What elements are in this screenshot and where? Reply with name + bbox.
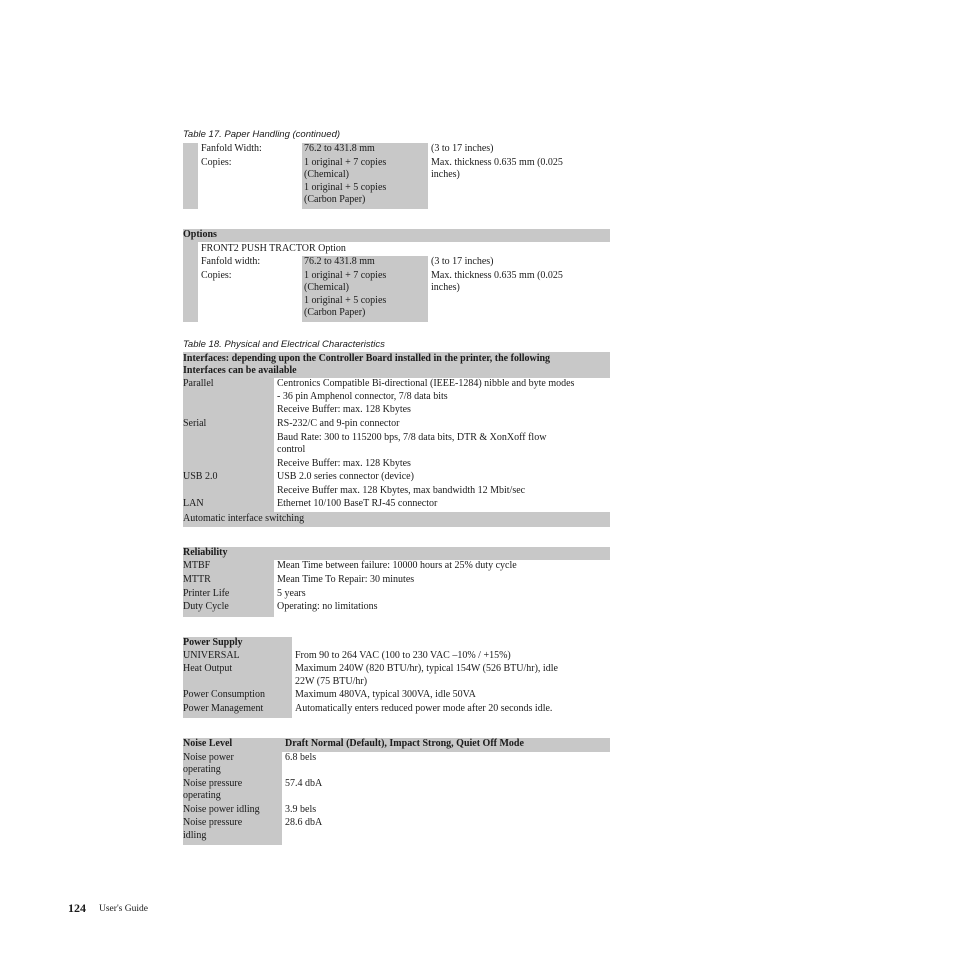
parallel-label: Parallel: [183, 378, 214, 389]
noise-pressure-operating-value: 57.4 dbA: [285, 778, 323, 789]
options-copies-value: (Carbon Paper): [304, 307, 366, 318]
reliability-header: Reliability: [183, 547, 228, 558]
heat-output-value: Maximum 240W (820 BTU/hr), typical 154W (526 BTU/hr), idle: [295, 663, 558, 674]
table17-indent-bar: [183, 143, 198, 209]
universal-label: UNIVERSAL: [183, 650, 240, 661]
table17-copies-value: 1 original + 7 copies: [304, 157, 387, 168]
mtbf-label: MTBF: [183, 560, 211, 571]
noise-power-operating-label: operating: [183, 764, 221, 775]
options-copies-note: Max. thickness 0.635 mm (0.025: [431, 270, 563, 281]
parallel-value: - 36 pin Amphenol connector, 7/8 data bits: [277, 391, 448, 402]
power-header: Power Supply: [183, 637, 243, 648]
table18-label-column: [183, 378, 274, 512]
table17-copies-value: 1 original + 5 copies: [304, 182, 387, 193]
serial-label: Serial: [183, 418, 207, 429]
table18-header: Interfaces can be available: [183, 365, 297, 376]
table17-copies-value: (Carbon Paper): [304, 194, 366, 205]
options-copies-value: (Chemical): [304, 282, 349, 293]
noise-power-operating-label: Noise power: [183, 752, 234, 763]
guide-title: User's Guide: [99, 904, 148, 914]
noise-pressure-idling-label: Noise pressure: [183, 817, 243, 828]
usb-buffer: Receive Buffer max. 128 Kbytes, max bandwidth 12 Mbit/sec: [277, 485, 526, 496]
noise-pressure-operating-label: operating: [183, 790, 221, 801]
parallel-value: Centronics Compatible Bi-directional (IEEE-1284) nibble and byte modes: [277, 378, 575, 389]
noise-header-label: Noise Level: [183, 738, 233, 749]
mttr-label: MTTR: [183, 574, 211, 585]
table17-caption: Table 17. Paper Handling (continued): [183, 129, 341, 140]
options-copies-value: 1 original + 5 copies: [304, 295, 387, 306]
power-consumption-label: Power Consumption: [183, 689, 265, 700]
table17-copies-note: Max. thickness 0.635 mm (0.025: [431, 157, 563, 168]
printer-life-value: 5 years: [277, 588, 306, 599]
table17-fanfold-value: 76.2 to 431.8 mm: [304, 143, 375, 154]
power-management-value: Automatically enters reduced power mode after 20 seconds idle.: [295, 703, 553, 714]
options-fanfold-value: 76.2 to 431.8 mm: [304, 256, 375, 267]
serial-baud: Baud Rate: 300 to 115200 bps, 7/8 data bits, DTR & XonXoff flow: [277, 432, 547, 443]
serial-baud: control: [277, 444, 306, 455]
serial-buffer: Receive Buffer: max. 128 Kbytes: [277, 458, 411, 469]
options-fanfold-note: (3 to 17 inches): [431, 256, 494, 267]
mttr-value: Mean Time To Repair: 30 minutes: [277, 574, 415, 585]
duty-cycle-value: Operating: no limitations: [277, 601, 378, 612]
heat-output-value: 22W (75 BTU/hr): [295, 676, 368, 687]
options-copies-note: inches): [431, 282, 460, 293]
noise-power-operating-value: 6.8 bels: [285, 752, 317, 763]
heat-output-label: Heat Output: [183, 663, 233, 674]
serial-connector: RS-232/C and 9-pin connector: [277, 418, 400, 429]
options-option-name: FRONT2 PUSH TRACTOR Option: [201, 243, 346, 254]
options-indent-bar: [183, 242, 198, 322]
table17-copies-note: inches): [431, 169, 460, 180]
noise-pressure-idling-value: 28.6 dbA: [285, 817, 323, 828]
options-copies-label: Copies:: [201, 270, 232, 281]
power-management-label: Power Management: [183, 703, 264, 714]
lan-connector: Ethernet 10/100 BaseT RJ-45 connector: [277, 498, 438, 509]
page-number: 124: [68, 901, 86, 915]
lan-label: LAN: [183, 498, 204, 509]
mtbf-value: Mean Time between failure: 10000 hours at 25% duty cycle: [277, 560, 517, 571]
usb-connector: USB 2.0 series connector (device): [277, 471, 414, 482]
noise-power-idling-label: Noise power idling: [183, 804, 260, 815]
noise-pressure-idling-label: idling: [183, 830, 207, 841]
options-copies-value: 1 original + 7 copies: [304, 270, 387, 281]
usb-label: USB 2.0: [183, 471, 218, 482]
noise-pressure-operating-label: Noise pressure: [183, 778, 243, 789]
noise-header-value: Draft Normal (Default), Impact Strong, Quiet Off Mode: [285, 738, 524, 749]
duty-cycle-label: Duty Cycle: [183, 601, 229, 612]
parallel-buffer: Receive Buffer: max. 128 Kbytes: [277, 404, 411, 415]
printer-life-label: Printer Life: [183, 588, 230, 599]
auto-switching-label: Automatic interface switching: [183, 513, 305, 524]
power-consumption-value: Maximum 480VA, typical 300VA, idle 50VA: [295, 689, 476, 700]
table17-fanfold-label: Fanfold Width:: [201, 143, 262, 154]
options-fanfold-label: Fanfold width:: [201, 256, 261, 267]
noise-power-idling-value: 3.9 bels: [285, 804, 317, 815]
reliability-header-bar: [183, 547, 610, 560]
universal-value: From 90 to 264 VAC (100 to 230 VAC –10% / +15%): [295, 650, 511, 661]
table18-caption: Table 18. Physical and Electrical Characteristics: [183, 339, 385, 350]
table17-copies-value: (Chemical): [304, 169, 349, 180]
table17-fanfold-note: (3 to 17 inches): [431, 143, 494, 154]
options-header: Options: [183, 229, 217, 240]
options-header-bar: [183, 229, 610, 242]
table18-header: Interfaces: depending upon the Controller Board installed in the printer, the following: [183, 353, 551, 364]
table17-copies-label: Copies:: [201, 157, 232, 168]
